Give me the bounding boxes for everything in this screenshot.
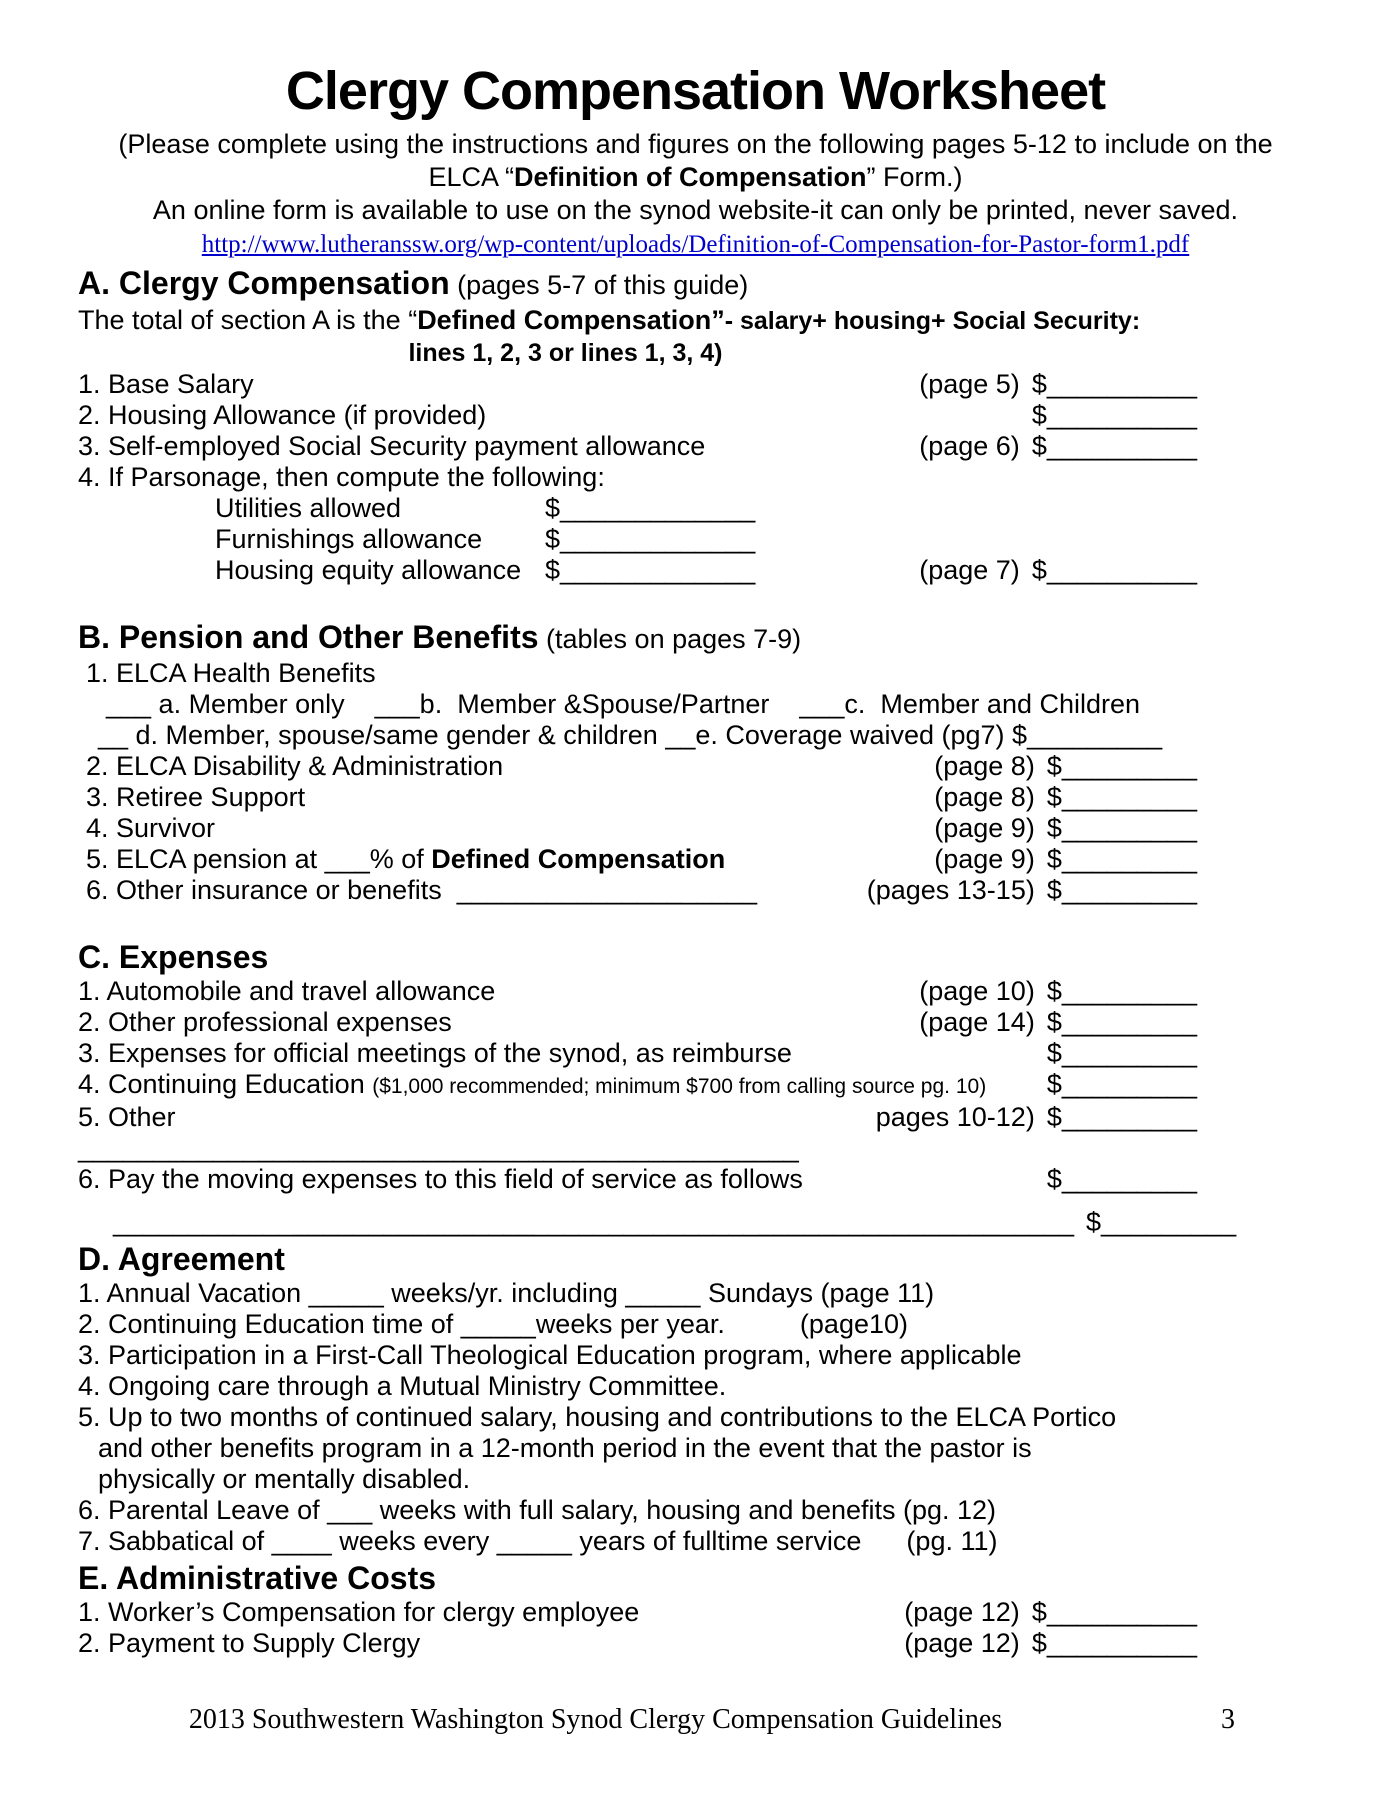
row-label-note: ($1,000 recommended; minimum $700 from calling source pg. 10) (372, 1075, 987, 1098)
amount-blank: $_________ (1046, 1164, 1197, 1194)
row-label: Utilities allowed (215, 493, 402, 523)
page-ref: (page 5) (919, 369, 1020, 399)
row-c4-continuing-education (78, 1069, 1313, 1102)
row-c1-automobile (78, 976, 1313, 1007)
amount-blank: $__________ (1031, 1628, 1197, 1658)
amount-blank: $__________ (1031, 1597, 1197, 1627)
section-a-intro: The total of section A is the “Defined Compensation”- salary+ housing+ Social Security: (78, 305, 1141, 335)
row-label: 4. Continuing Education ($1,000 recommended; minimum $700 from calling source pg. 10) (78, 1069, 987, 1099)
amount-blank: $_________ (1046, 976, 1197, 1006)
row-label: 1. Worker’s Compensation for clergy employee (78, 1597, 640, 1627)
page-number: 3 (1221, 1704, 1235, 1735)
amount-blank: $_____________ (545, 493, 756, 523)
amount-blank: $_____________ (545, 555, 756, 585)
page-title: Clergy Compensation Worksheet (285, 61, 1106, 121)
row-d6-parental-leave: 6. Parental Leave of ___ weeks with full salary, housing and benefits (pg. 12) (78, 1495, 997, 1525)
page-ref: (page 6) (919, 431, 1020, 461)
row-c6-moving-expenses (78, 1164, 1313, 1195)
page-ref: (page 8) (934, 782, 1035, 812)
row-label: Furnishings allowance (215, 524, 483, 554)
row-label: 6. Other insurance or benefits ____________________ (86, 875, 758, 905)
row-label: 2. Other professional expenses (78, 1007, 452, 1037)
amount-blank: $_________ (1046, 782, 1197, 812)
row-a4-utilities (78, 493, 1313, 524)
row-b3-retiree-support (78, 782, 1313, 813)
row-b1-health-benefits: 1. ELCA Health Benefits (86, 658, 376, 688)
page-ref: (page 9) (934, 844, 1035, 874)
row-a1-base-salary (78, 369, 1313, 400)
row-c3-synod-meetings (78, 1038, 1313, 1069)
row-label: 3. Self-employed Social Security payment allowance (78, 431, 706, 461)
page-ref: (page 9) (934, 813, 1035, 843)
row-e1-workers-compensation (78, 1597, 1313, 1628)
amount-blank: $_________ (1046, 1069, 1197, 1099)
amount-blank: $__________ (1031, 369, 1197, 399)
row-label: 2. ELCA Disability & Administration (86, 751, 504, 781)
footer-text: 2013 Southwestern Washington Synod Clergy Compensation Guidelines (188, 1704, 1003, 1735)
row-b4-survivor (78, 813, 1313, 844)
row-label: 3. Retiree Support (86, 782, 306, 812)
section-a-heading: A. Clergy Compensation (pages 5-7 of this guide) (78, 265, 749, 301)
row-b1-options-abc: ___ a. Member only ___b. Member &Spouse/Partner ___c. Member and Children (106, 689, 1141, 719)
row-label: 2. Payment to Supply Clergy (78, 1628, 421, 1658)
row-b2-disability (78, 751, 1313, 782)
row-d5-disability-salary-line3: physically or mentally disabled. (98, 1464, 471, 1494)
amount-blank: $__________ (1031, 400, 1197, 430)
page-footer (78, 1703, 1313, 1737)
row-c6-continuation-blank (78, 1207, 1313, 1238)
page-ref: (page 12) (904, 1597, 1020, 1627)
amount-blank: $_________ (1046, 844, 1197, 874)
row-b5-elca-pension (78, 844, 1313, 875)
amount-blank: $_________ (1046, 751, 1197, 781)
row-d7-sabbatical: 7. Sabbatical of ____ weeks every _____ years of fulltime service (pg. 11) (78, 1526, 998, 1556)
row-a4-furnishings (78, 524, 1313, 555)
amount-blank: $_________ (1046, 1038, 1197, 1068)
subtitle-line-1: (Please complete using the instructions and figures on the following pages 5-12 to include on the (118, 129, 1273, 159)
page-ref: (page 8) (934, 751, 1035, 781)
amount-blank: $_________ (1046, 875, 1197, 905)
row-label: 2. Housing Allowance (if provided) (78, 400, 487, 430)
write-in-blank: ________________________________________________________________ (113, 1207, 1075, 1237)
amount-blank: $_________ (1086, 1207, 1237, 1237)
amount-blank: $_________ (1046, 1102, 1197, 1132)
row-label: 1. Automobile and travel allowance (78, 976, 496, 1006)
row-b1-options-de: __ d. Member, spouse/same gender & children __e. Coverage waived (pg7) $_________ (98, 720, 1163, 750)
page-ref: (pages 13-15) (866, 875, 1035, 905)
section-c-heading: C. Expenses (78, 939, 269, 975)
page-ref: (page 10) (919, 976, 1035, 1006)
amount-blank: $__________ (1031, 431, 1197, 461)
online-form-note: An online form is available to use on the synod website-it can only be printed, never saved. (152, 195, 1239, 225)
row-a4-housing-equity (78, 555, 1313, 586)
row-a2-housing-allowance (78, 400, 1313, 431)
amount-blank: $_____________ (545, 524, 756, 554)
row-a3-social-security (78, 431, 1313, 462)
row-d1-annual-vacation: 1. Annual Vacation _____ weeks/yr. including _____ Sundays (page 11) (78, 1278, 935, 1308)
row-b6-other-insurance (78, 875, 1313, 906)
row-c2-professional-expenses (78, 1007, 1313, 1038)
row-label: Housing equity allowance (215, 555, 522, 585)
link-line (78, 227, 1313, 262)
row-label: 1. Base Salary (78, 369, 254, 399)
page-ref: (page 14) (919, 1007, 1035, 1037)
row-label: 4. Survivor (86, 813, 216, 843)
amount-blank: $_________ (1046, 1007, 1197, 1037)
amount-blank: $__________ (1031, 555, 1197, 585)
row-e2-supply-clergy (78, 1628, 1313, 1659)
section-e-heading: E. Administrative Costs (78, 1560, 437, 1596)
compensation-form-link[interactable]: http://www.lutheranssw.org/wp-content/uploads/Definition-of-Compensation-for-Pastor-form1.pdf (201, 231, 1190, 258)
row-label: 3. Expenses for official meetings of the synod, as reimburse (78, 1038, 792, 1068)
row-label: 6. Pay the moving expenses to this field of service as follows (78, 1164, 803, 1194)
page-ref: (page 7) (919, 555, 1020, 585)
row-c5-other (78, 1102, 1313, 1164)
row-d2-continuing-education-time: 2. Continuing Education time of _____weeks per year. (page10) (78, 1309, 908, 1339)
row-d4-mutual-ministry: 4. Ongoing care through a Mutual Ministry Committee. (78, 1371, 727, 1401)
row-d3-first-call-program: 3. Participation in a First-Call Theological Education program, where applicable (78, 1340, 1022, 1370)
row-d5-disability-salary-line2: and other benefits program in a 12-month period in the event that the pastor is (98, 1433, 1032, 1463)
subtitle-line-2: ELCA “Definition of Compensation” Form.) (428, 162, 963, 192)
row-d5-disability-salary-line1: 5. Up to two months of continued salary, housing and contributions to the ELCA Portico (78, 1402, 1117, 1432)
row-label: 5. ELCA pension at ___% of Defined Compensation (86, 844, 726, 874)
row-label: 5. Other ________________________________________________ (78, 1102, 799, 1163)
page-ref: pages 10-12) (875, 1102, 1035, 1132)
page-ref: (page 12) (904, 1628, 1020, 1658)
row-label: 4. If Parsonage, then compute the following: (78, 462, 605, 492)
section-a-intro-line2: lines 1, 2, 3 or lines 1, 3, 4) (408, 339, 723, 367)
section-d-heading: D. Agreement (78, 1241, 285, 1277)
amount-blank: $_________ (1046, 813, 1197, 843)
section-b-heading: B. Pension and Other Benefits (tables on pages 7-9) (78, 619, 802, 655)
row-a4-parsonage (78, 462, 1313, 493)
